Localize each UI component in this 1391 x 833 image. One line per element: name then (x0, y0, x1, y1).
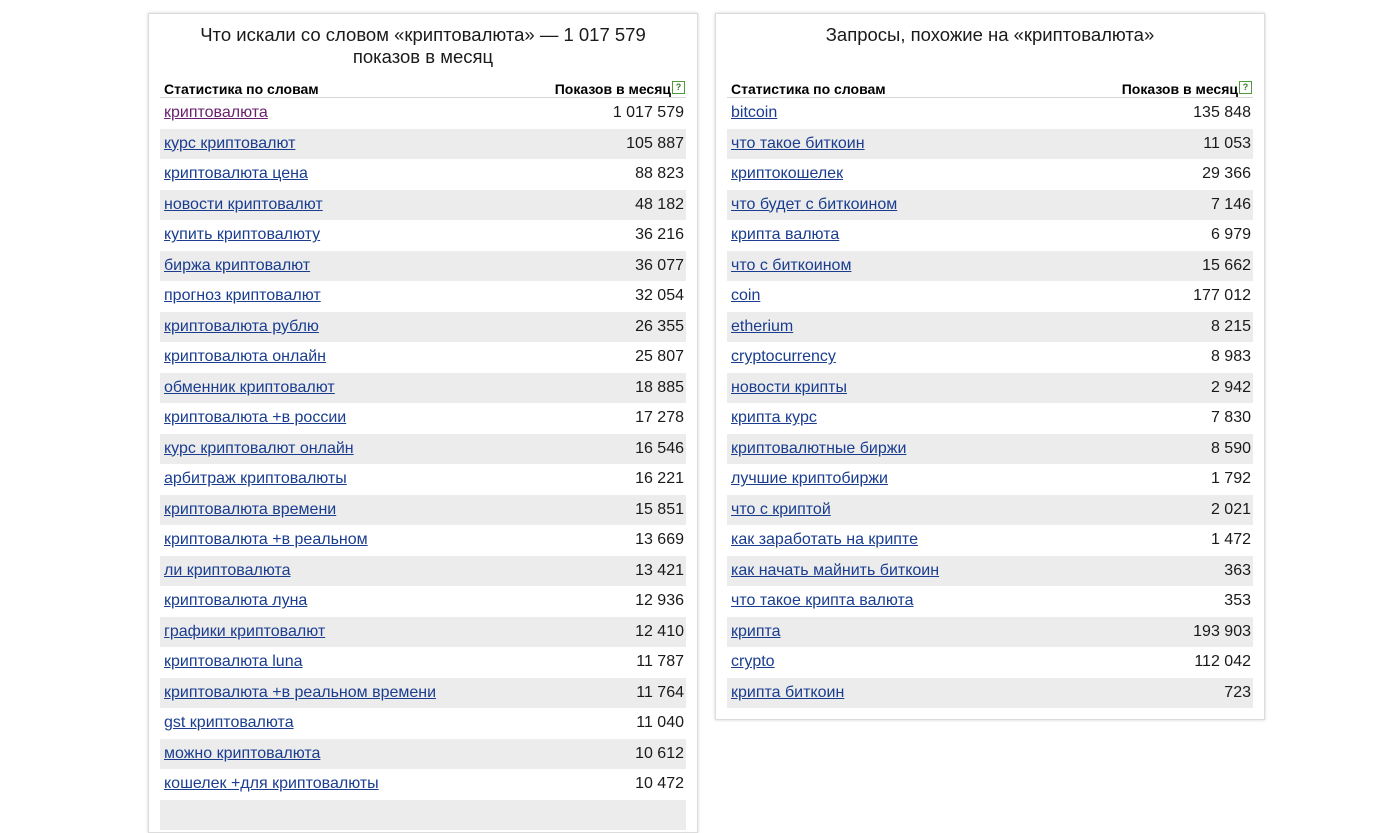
impressions-count: 15 662 (1202, 256, 1251, 274)
table-row (727, 556, 1253, 587)
keyword-link[interactable]: что такое крипта валюта (731, 592, 914, 610)
table-row (160, 312, 686, 343)
keyword-link[interactable]: криптовалюта рублю (164, 317, 319, 335)
table-row (160, 678, 686, 709)
table-row (160, 434, 686, 465)
table-row (160, 342, 686, 373)
table-row (727, 342, 1253, 373)
impressions-count: 7 830 (1210, 409, 1251, 427)
help-icon[interactable]: ? (672, 81, 685, 94)
keyword-link[interactable]: как начать майнить биткоин (731, 561, 940, 579)
table-row (160, 403, 686, 434)
keyword-link[interactable]: новости крипты (731, 378, 847, 396)
table-row (727, 647, 1253, 678)
panel-title: Запросы, похожие на «криптовалюта» (825, 24, 1155, 45)
table-row (727, 251, 1253, 282)
help-icon[interactable]: ? (1239, 81, 1252, 94)
impressions-count: 15 851 (635, 500, 684, 518)
impressions-count: 10 472 (635, 775, 684, 793)
impressions-count: 112 042 (1194, 653, 1251, 671)
impressions-count: 26 355 (635, 317, 684, 335)
impressions-count: 29 366 (1202, 165, 1251, 183)
impressions-count: 177 012 (1193, 287, 1251, 305)
table-row (727, 434, 1253, 465)
impressions-count: 8 215 (1210, 317, 1251, 335)
table-row (727, 617, 1253, 648)
table-row (160, 251, 686, 282)
impressions-count: 11 787 (636, 653, 684, 671)
table-body (160, 98, 686, 830)
table-row (727, 464, 1253, 495)
impressions-count: 16 221 (635, 470, 684, 488)
table-row (160, 769, 686, 800)
table-row (160, 464, 686, 495)
column-header-words: Статистика по словам (164, 81, 319, 97)
impressions-count: 10 612 (635, 744, 684, 762)
keyword-link[interactable]: купить криптовалюту (164, 226, 321, 244)
table-row (160, 373, 686, 404)
table-row (160, 190, 686, 221)
table-row (727, 98, 1253, 129)
keyword-link[interactable]: coin (731, 287, 761, 305)
impressions-count: 11 764 (636, 683, 684, 701)
impressions-count: 12 936 (635, 592, 684, 610)
impressions-count: 13 669 (635, 531, 684, 549)
table-body (727, 98, 1253, 708)
keyword-link[interactable]: курс криптовалют онлайн (164, 439, 354, 457)
keyword-link[interactable]: арбитраж криптовалюты (164, 470, 347, 488)
table-row (727, 495, 1253, 526)
impressions-count: 353 (1224, 592, 1251, 610)
word-stats-table (160, 77, 686, 830)
table-row (160, 220, 686, 251)
table-row (160, 708, 686, 739)
keyword-link[interactable]: gst криптовалюта (164, 714, 294, 732)
impressions-count: 723 (1224, 683, 1251, 701)
keyword-link[interactable]: что такое биткоин (731, 134, 865, 152)
table-row (160, 129, 686, 160)
keyword-link[interactable]: крипта (731, 622, 781, 640)
table-row (160, 617, 686, 648)
table-row (160, 525, 686, 556)
keyword-link[interactable]: что с биткоином (731, 256, 852, 274)
keyword-link[interactable]: как заработать на крипте (731, 531, 918, 549)
table-row (160, 556, 686, 587)
impressions-count: 12 410 (635, 622, 684, 640)
keyword-link[interactable]: что с криптой (731, 500, 831, 518)
table-row (160, 495, 686, 526)
table-row (727, 525, 1253, 556)
keyword-link[interactable]: биржа криптовалют (164, 256, 311, 274)
table-row (160, 739, 686, 770)
impressions-count: 8 983 (1210, 348, 1251, 366)
impressions-count: 363 (1224, 561, 1251, 579)
table-row (727, 159, 1253, 190)
impressions-count: 2 021 (1210, 500, 1251, 518)
impressions-count: 11 040 (636, 714, 684, 732)
keyword-link[interactable]: кошелек +для криптовалюты (164, 775, 379, 793)
table-row (160, 647, 686, 678)
keyword-link[interactable]: прогноз криптовалют (164, 287, 321, 305)
impressions-count: 105 887 (626, 134, 684, 152)
keyword-link[interactable]: ли криптовалюта (164, 561, 291, 579)
table-row (727, 190, 1253, 221)
table-row (160, 800, 686, 831)
impressions-count: 11 053 (1203, 134, 1251, 152)
impressions-count: 25 807 (635, 348, 684, 366)
impressions-count: 18 885 (635, 378, 684, 396)
related-words-panel (148, 13, 698, 833)
impressions-count: 193 903 (1193, 622, 1251, 640)
impressions-count: 6 979 (1210, 226, 1251, 244)
table-header (727, 77, 1253, 98)
keyword-link[interactable]: криптовалюта (164, 104, 268, 122)
impressions-count: 2 942 (1210, 378, 1251, 396)
impressions-count: 8 590 (1210, 439, 1251, 457)
keyword-link[interactable]: crypto (731, 653, 775, 671)
keyword-link[interactable]: обменник криптовалют (164, 378, 335, 396)
keyword-link[interactable]: bitcoin (731, 104, 778, 122)
impressions-count: 17 278 (635, 409, 684, 427)
similar-queries-table (727, 77, 1253, 708)
table-row (727, 403, 1253, 434)
column-header-count: Показов в месяц (554, 81, 671, 97)
table-row (727, 373, 1253, 404)
keyword-link[interactable]: криптовалюта времени (164, 500, 337, 518)
keyword-link[interactable]: курс криптовалют (164, 134, 296, 152)
impressions-count: 16 546 (635, 439, 684, 457)
table-row (160, 281, 686, 312)
impressions-count: 32 054 (635, 287, 684, 305)
keyword-link[interactable]: графики криптовалют (164, 622, 326, 640)
keyword-link[interactable]: крипта биткоин (731, 683, 845, 701)
table-row (160, 98, 686, 129)
keyword-link[interactable]: etherium (731, 317, 794, 335)
keyword-link[interactable]: что будет с биткоином (731, 195, 898, 213)
impressions-count: 1 017 579 (612, 104, 684, 122)
keyword-link[interactable]: крипта курс (731, 409, 817, 427)
column-header-count: Показов в месяц (1121, 81, 1238, 97)
keyword-link[interactable]: криптовалюта +в реальном времени (164, 683, 437, 701)
impressions-count: 135 848 (1193, 104, 1251, 122)
keyword-link[interactable]: новости криптовалют (164, 195, 323, 213)
table-row (160, 159, 686, 190)
impressions-count: 1 792 (1210, 470, 1251, 488)
table-header (160, 77, 686, 98)
impressions-count: 88 823 (635, 165, 684, 183)
table-row (727, 281, 1253, 312)
impressions-count: 7 146 (1210, 195, 1251, 213)
table-row (727, 678, 1253, 709)
similar-queries-panel (715, 13, 1265, 720)
table-row (727, 312, 1253, 343)
impressions-count: 36 077 (635, 256, 684, 274)
keyword-link[interactable]: криптовалютные биржи (731, 439, 907, 457)
keyword-link[interactable]: можно криптовалюта (164, 744, 321, 762)
impressions-count: 36 216 (635, 226, 684, 244)
impressions-count: 48 182 (635, 195, 684, 213)
keyword-link[interactable]: криптовалюта цена (164, 165, 308, 183)
keyword-link[interactable]: лучшие криптобиржи (731, 470, 888, 488)
panel-title: Что искали со словом «криптовалюта» — 1 017 579 показов в месяц (200, 24, 646, 67)
keyword-link[interactable]: криптовалюта онлайн (164, 348, 326, 366)
keyword-link[interactable]: криптовалюта luna (164, 653, 303, 671)
table-row (727, 129, 1253, 160)
keyword-link[interactable]: криптовалюта луна (164, 592, 308, 610)
impressions-count: 1 472 (1210, 531, 1251, 549)
table-row (727, 220, 1253, 251)
keyword-link[interactable]: криптовалюта +в реальном (164, 531, 368, 549)
table-row (727, 586, 1253, 617)
column-header-words: Статистика по словам (731, 81, 886, 97)
table-row (160, 586, 686, 617)
impressions-count: 13 421 (635, 561, 684, 579)
keyword-link[interactable]: криптокошелек (731, 165, 844, 183)
keyword-link[interactable]: криптовалюта +в россии (164, 409, 347, 427)
keyword-link[interactable]: cryptocurrency (731, 348, 836, 366)
keyword-link[interactable]: крипта валюта (731, 226, 840, 244)
